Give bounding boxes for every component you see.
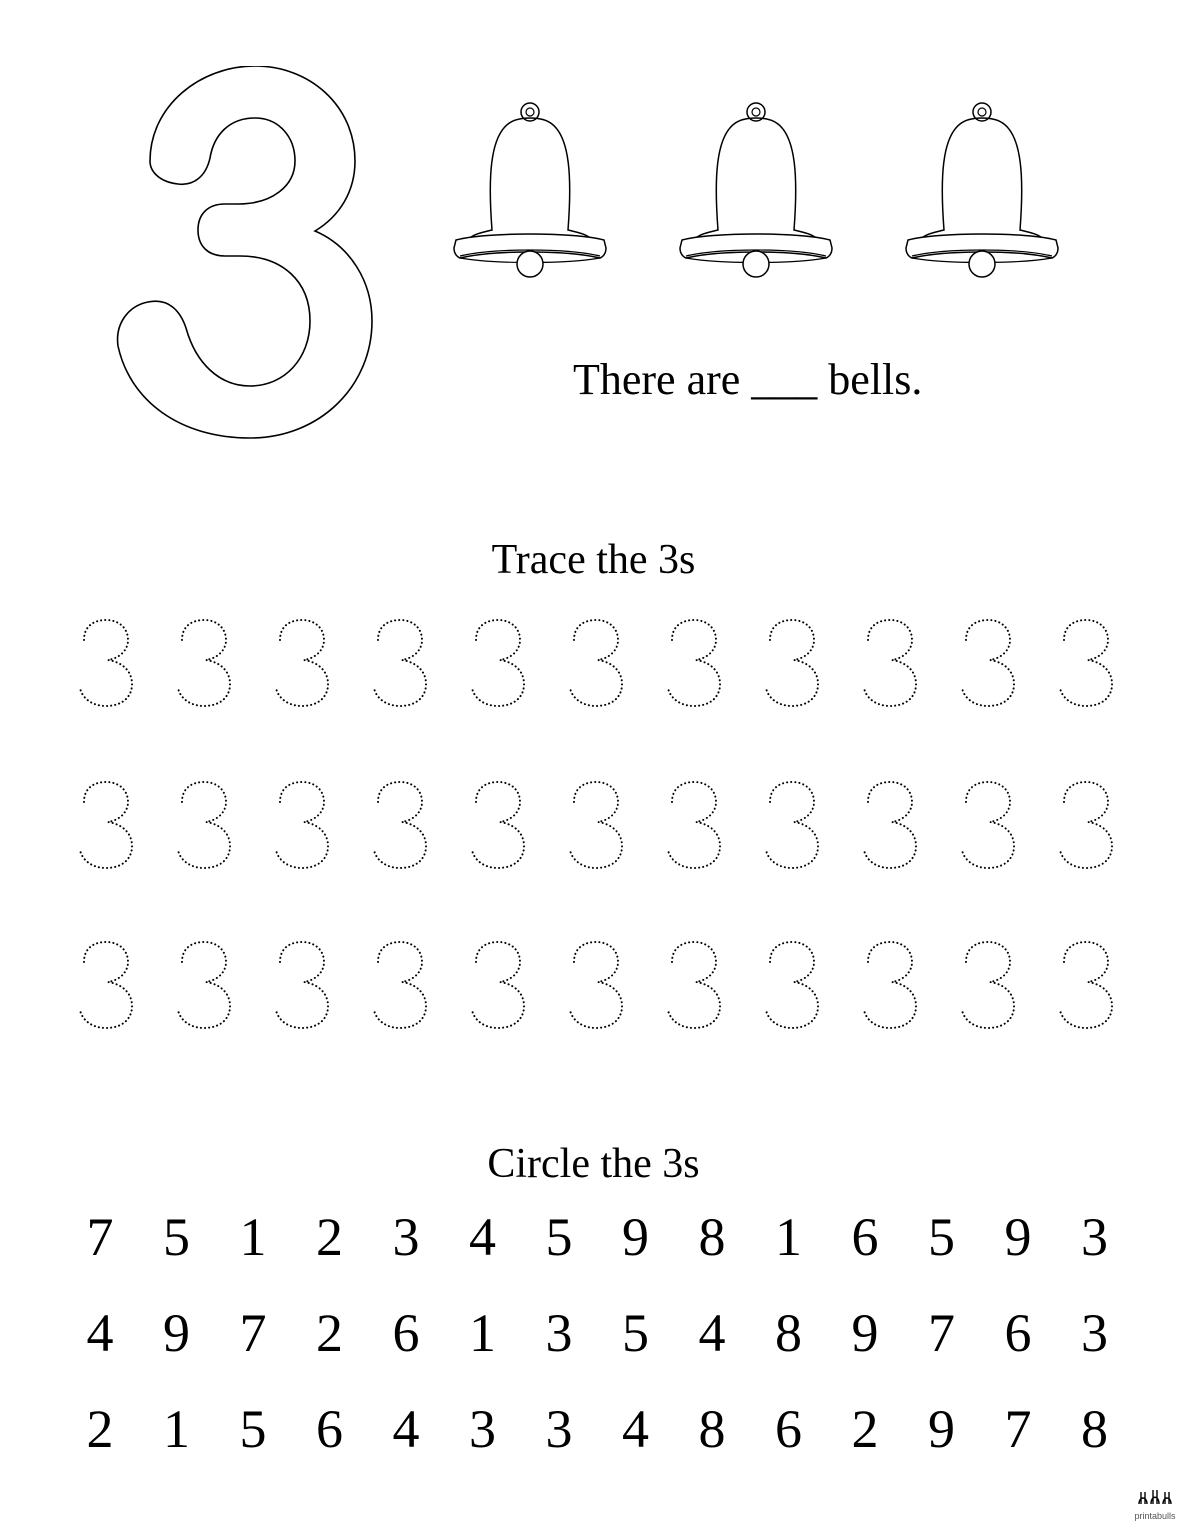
grid-number[interactable]: 3 [1081,1303,1108,1363]
grid-number[interactable]: 2 [851,1399,879,1459]
grid-number[interactable]: 1 [163,1399,190,1459]
grid-number[interactable]: 7 [1004,1399,1032,1459]
trace-digit-three [78,780,136,870]
trace-heading: Trace the 3s [491,537,696,583]
circle-row [0,1202,1187,1272]
trace-digit-three [666,618,724,708]
trace-digit-three [960,940,1018,1030]
trace-digit-three [470,618,528,708]
trace-row [0,780,1187,880]
trace-digit-three [862,940,920,1030]
trace-digit-three [1058,940,1116,1030]
grid-number[interactable]: 5 [622,1303,649,1363]
trace-row [0,618,1187,718]
grid-number[interactable]: 8 [698,1399,726,1459]
grid-number[interactable]: 9 [622,1207,649,1267]
grid-number[interactable]: 9 [928,1399,955,1459]
big-outline-three [110,66,380,441]
grid-number[interactable]: 9 [163,1303,190,1363]
trace-digit-three [960,780,1018,870]
trace-digit-three [960,618,1018,708]
grid-number[interactable]: 3 [545,1303,573,1363]
trace-digit-three [274,940,332,1030]
logo-text: printabulls [1134,1511,1176,1521]
trace-digit-three [78,940,136,1030]
grid-number[interactable]: 5 [928,1207,955,1267]
trace-digit-three [274,618,332,708]
circle-row [0,1298,1187,1368]
trace-row [0,940,1187,1040]
trace-digit-three [568,618,626,708]
grid-number[interactable]: 7 [86,1207,114,1267]
grid-number[interactable]: 7 [239,1303,267,1363]
bunnies-logo-icon [1135,1480,1175,1506]
grid-number[interactable]: 3 [1081,1207,1108,1267]
grid-number[interactable]: 5 [239,1399,267,1459]
trace-digit-three [1058,618,1116,708]
grid-number[interactable]: 5 [545,1207,573,1267]
grid-number[interactable]: 2 [86,1399,114,1459]
printabulls-logo [1126,1480,1184,1532]
grid-number[interactable]: 4 [698,1303,726,1363]
grid-number[interactable]: 9 [1004,1207,1032,1267]
bell-count-prompt: There are ___ bells. [573,355,923,404]
grid-number[interactable]: 2 [316,1303,343,1363]
grid-number[interactable]: 6 [851,1207,879,1267]
grid-number[interactable]: 6 [316,1399,343,1459]
grid-number[interactable]: 4 [469,1207,496,1267]
grid-number[interactable]: 8 [698,1207,726,1267]
bell-icon [672,98,840,278]
grid-number[interactable]: 8 [1081,1399,1108,1459]
trace-digit-three [666,780,724,870]
bell-icon [446,98,614,278]
grid-number[interactable]: 6 [775,1399,802,1459]
grid-number[interactable]: 1 [775,1207,802,1267]
trace-digit-three [862,618,920,708]
grid-number[interactable]: 6 [392,1303,420,1363]
circle-row [0,1394,1187,1464]
trace-digit-three [470,780,528,870]
circle-heading: Circle the 3s [487,1141,700,1187]
grid-number[interactable]: 3 [469,1399,496,1459]
trace-digit-three [372,940,430,1030]
trace-digit-three [666,940,724,1030]
grid-number[interactable]: 8 [775,1303,802,1363]
trace-digit-three [470,940,528,1030]
grid-number[interactable]: 6 [1004,1303,1032,1363]
trace-digit-three [568,780,626,870]
trace-digit-three [78,618,136,708]
trace-digit-three [176,618,234,708]
trace-digit-three [274,780,332,870]
grid-number[interactable]: 4 [86,1303,114,1363]
trace-digit-three [862,780,920,870]
bell-icon [898,98,1066,278]
trace-digit-three [764,940,822,1030]
grid-number[interactable]: 4 [392,1399,420,1459]
trace-digit-three [764,780,822,870]
grid-number[interactable]: 5 [163,1207,190,1267]
trace-digit-three [176,780,234,870]
trace-digit-three [568,940,626,1030]
grid-number[interactable]: 1 [469,1303,496,1363]
grid-number[interactable]: 9 [851,1303,879,1363]
grid-number[interactable]: 1 [239,1207,267,1267]
grid-number[interactable]: 2 [316,1207,343,1267]
trace-digit-three [372,780,430,870]
trace-digit-three [176,940,234,1030]
grid-number[interactable]: 7 [928,1303,955,1363]
grid-number[interactable]: 3 [545,1399,573,1459]
grid-number[interactable]: 3 [392,1207,420,1267]
trace-digit-three [1058,780,1116,870]
trace-digit-three [764,618,822,708]
grid-number[interactable]: 4 [622,1399,649,1459]
trace-digit-three [372,618,430,708]
